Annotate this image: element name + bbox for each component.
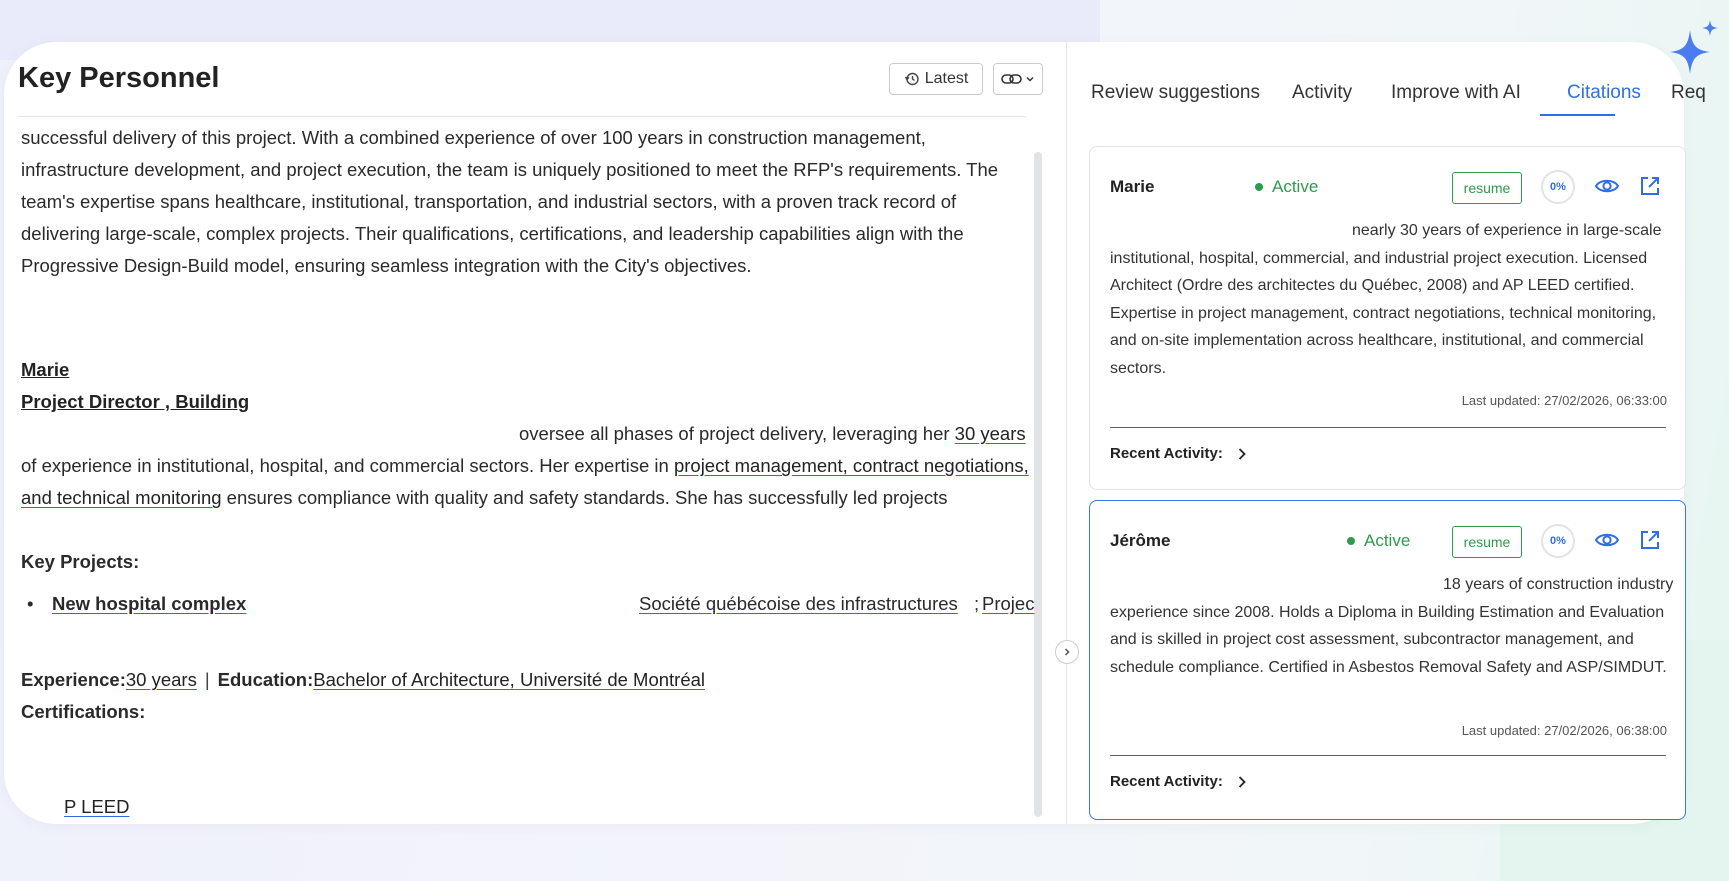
- document-pane: [4, 42, 1066, 824]
- key-project-item: [21, 588, 1036, 620]
- version-history-button[interactable]: [889, 63, 983, 95]
- link-menu-button[interactable]: [993, 63, 1043, 95]
- citation-name: Jérôme: [1110, 531, 1171, 550]
- citation-link[interactable]: project management, contract negotiations, and technical monitoring: [21, 455, 1029, 508]
- recent-activity-toggle[interactable]: Recent Activity:: [1110, 773, 1247, 790]
- chevron-right-icon: [1237, 447, 1247, 461]
- status-badge: Active: [1255, 177, 1318, 197]
- document-body[interactable]: [21, 122, 1036, 728]
- redacted-span: [1110, 223, 1352, 235]
- match-percent: 0%: [1541, 170, 1575, 204]
- last-updated: Last updated: 27/02/2026, 06:38:00: [1461, 723, 1667, 738]
- experience-line: [21, 664, 1036, 696]
- redacted-span: [1110, 577, 1443, 589]
- tab-activity[interactable]: Activity: [1292, 82, 1353, 103]
- citation-excerpt: 18 years of construction industry experience since 2008. Holds a Diploma in Building Estimation and Evaluation and is skilled in project cost assessment, subcontractor management, and schedule compliance. Certified in Asbestos Removal Safety and ASP/SIMDUT.: [1110, 576, 1674, 676]
- experience-label: Experience:: [21, 669, 126, 690]
- citation-excerpt: nearly 30 years of experience in large-scale institutional, hospital, commercial, and industrial project execution. Licensed Architect (Ordre des architectes du Québec, 2008) and AP LEED certified. Expertise in project management, contract negotiations, technical monitoring, and on-site implementation across healthcare, institutional, and commercial sectors.: [1110, 222, 1662, 377]
- external-link-icon[interactable]: [1639, 529, 1661, 551]
- key-projects-heading: Key Projects:: [21, 551, 140, 572]
- tab-review-suggestions[interactable]: Review suggestions: [1091, 82, 1260, 103]
- external-link-icon[interactable]: [1639, 175, 1661, 197]
- project-link[interactable]: Projec: [982, 593, 1035, 614]
- status-badge: Active: [1347, 531, 1410, 551]
- last-updated: Last updated: 27/02/2026, 06:33:00: [1461, 393, 1667, 408]
- citation-link[interactable]: 30 years: [954, 423, 1026, 444]
- source-tag[interactable]: resume: [1452, 526, 1522, 558]
- certifications-label: Certifications:: [21, 701, 146, 722]
- education-value[interactable]: Bachelor of Architecture, Université de Montréal: [313, 669, 706, 690]
- certification-item[interactable]: P LEED: [64, 796, 130, 817]
- card-divider: [1110, 427, 1666, 428]
- side-panel: [1067, 42, 1706, 824]
- education-label: Education:: [217, 669, 314, 690]
- status-dot: [1255, 183, 1263, 191]
- tab-requirements[interactable]: Req: [1671, 82, 1706, 103]
- person-bio: oversee all phases of project delivery, leveraging her 30 years of experience in institutional, hospital, and commercial sectors. Her expertise in project management, contract negotiations, and technical monitoring ensures compliance with quality and safety standards. She has successfully led projects: [21, 423, 1029, 508]
- section-title: Key Personnel: [18, 62, 220, 94]
- panel-tabs: [1091, 82, 1706, 122]
- eye-icon[interactable]: [1594, 175, 1620, 197]
- eye-icon[interactable]: [1594, 529, 1620, 551]
- source-tag[interactable]: resume: [1452, 172, 1522, 204]
- separator: ;: [974, 593, 980, 614]
- person-role: Project Director , Building: [21, 391, 250, 412]
- match-percent: 0%: [1541, 524, 1575, 558]
- person-name: Marie: [21, 359, 70, 380]
- version-label: Latest: [924, 70, 969, 87]
- experience-value[interactable]: 30 years: [125, 669, 197, 690]
- tab-citations[interactable]: Citations: [1567, 82, 1641, 103]
- tab-improve-with-ai[interactable]: Improve with AI: [1391, 82, 1521, 103]
- title-divider: [18, 116, 1026, 117]
- card-divider: [1110, 755, 1666, 756]
- citation-name: Marie: [1110, 177, 1155, 196]
- status-dot: [1347, 537, 1355, 545]
- project-name-link[interactable]: New hospital complex: [52, 593, 247, 614]
- active-tab-indicator: [1540, 114, 1615, 116]
- pipe-separator: |: [204, 669, 210, 690]
- chevron-right-icon: [1237, 775, 1247, 789]
- citation-card[interactable]: [1089, 146, 1686, 490]
- citation-card[interactable]: [1089, 500, 1686, 820]
- editor-card: [4, 42, 1706, 824]
- client-link[interactable]: Société québécoise des infrastructures: [639, 593, 958, 614]
- recent-activity-toggle[interactable]: Recent Activity:: [1110, 445, 1247, 462]
- bullet: •: [27, 593, 34, 614]
- chevron-down-icon: [1025, 74, 1035, 84]
- history-icon: [904, 71, 920, 87]
- link-icon: [1001, 72, 1023, 86]
- intro-paragraph: successful delivery of this project. With a combined experience of over 100 years in construction management, infrastructure development, and project execution, the team is uniquely positioned to meet the RFP's requirements. The team's expertise spans healthcare, institutional, transportation, and industrial sectors, with a proven track record of delivering large-scale, complex projects. Their qualifications, certifications, and leadership capabilities align with the Progressive Design-Build model, ensuring seamless integration with the City's objectives.: [21, 127, 999, 276]
